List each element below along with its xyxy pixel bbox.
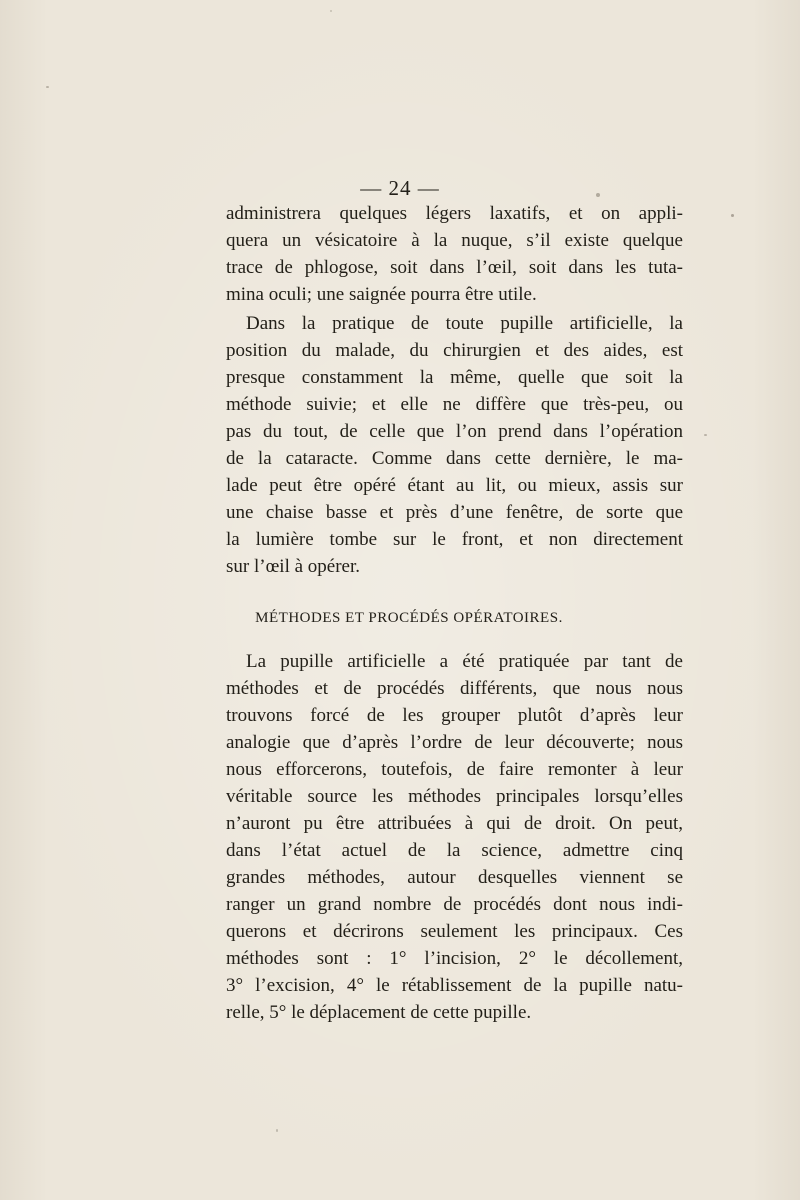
- paper-speck: [276, 1129, 278, 1132]
- text-line: analogie que d’après l’ordre de leur découverte; nous: [226, 732, 683, 753]
- paragraph-position: [226, 310, 683, 580]
- text-line: querons et décrirons seulement les principaux. Ces: [226, 921, 683, 942]
- text-line: relle, 5° le déplacement de cette pupille.: [226, 1002, 532, 1023]
- text-line: dans l’état actuel de la science, admettre cinq: [226, 840, 683, 861]
- text-line: trace de phlogose, soit dans l’œil, soit dans les tuta-: [226, 257, 683, 278]
- text-line: nous efforcerons, toutefois, de faire remonter à leur: [226, 759, 683, 780]
- text-line: grandes méthodes, autour desquelles viennent se: [226, 867, 683, 888]
- text-line: méthode suivie; et elle ne diffère que très-peu, ou: [226, 394, 683, 415]
- text-line: administrera quelques légers laxatifs, et on appli-: [226, 203, 683, 224]
- section-heading: MÉTHODES ET PROCÉDÉS OPÉRATOIRES.: [255, 610, 563, 626]
- text-line: la lumière tombe sur le front, et non directement: [226, 529, 683, 550]
- paper-speck: [330, 10, 332, 12]
- text-line: trouvons forcé de les grouper plutôt d’après leur: [226, 705, 683, 726]
- text-line: pas du tout, de celle que l’on prend dans l’opération: [226, 421, 683, 442]
- text-line: Dans la pratique de toute pupille artificielle, la: [246, 313, 683, 334]
- text-line: de la cataracte. Comme dans cette dernière, le ma-: [226, 448, 683, 469]
- text-line: méthodes sont : 1° l’incision, 2° le décollement,: [226, 948, 683, 969]
- paper-speck: [704, 434, 707, 436]
- text-line: n’auront pu être attribuées à qui de droit. On peut,: [226, 813, 683, 834]
- text-line: position du malade, du chirurgien et des aides, est: [226, 340, 683, 361]
- paper-speck: [731, 214, 734, 217]
- text-line: ranger un grand nombre de procédés dont nous indi-: [226, 894, 683, 915]
- text-line: lade peut être opéré étant au lit, ou mieux, assis sur: [226, 475, 683, 496]
- text-line: presque constamment la même, quelle que soit la: [226, 367, 683, 388]
- text-line: une chaise basse et près d’une fenêtre, de sorte que: [226, 502, 683, 523]
- page-number: — 24 —: [360, 176, 440, 200]
- paragraph-continuation: [226, 200, 683, 308]
- text-line: sur l’œil à opérer.: [226, 556, 361, 577]
- text-line: 3° l’excision, 4° le rétablissement de la pupille natu-: [226, 975, 683, 996]
- text-line: véritable source les méthodes principales lorsqu’elles: [226, 786, 683, 807]
- paper-speck: [596, 193, 600, 197]
- paragraph-methods: [226, 648, 683, 1026]
- text-line: quera un vésicatoire à la nuque, s’il existe quelque: [226, 230, 683, 251]
- text-line: mina oculi; une saignée pourra être utile.: [226, 284, 537, 305]
- paper-speck: [46, 86, 49, 88]
- text-line: méthodes et de procédés différents, que nous nous: [226, 678, 683, 699]
- text-line: La pupille artificielle a été pratiquée par tant de: [246, 651, 683, 672]
